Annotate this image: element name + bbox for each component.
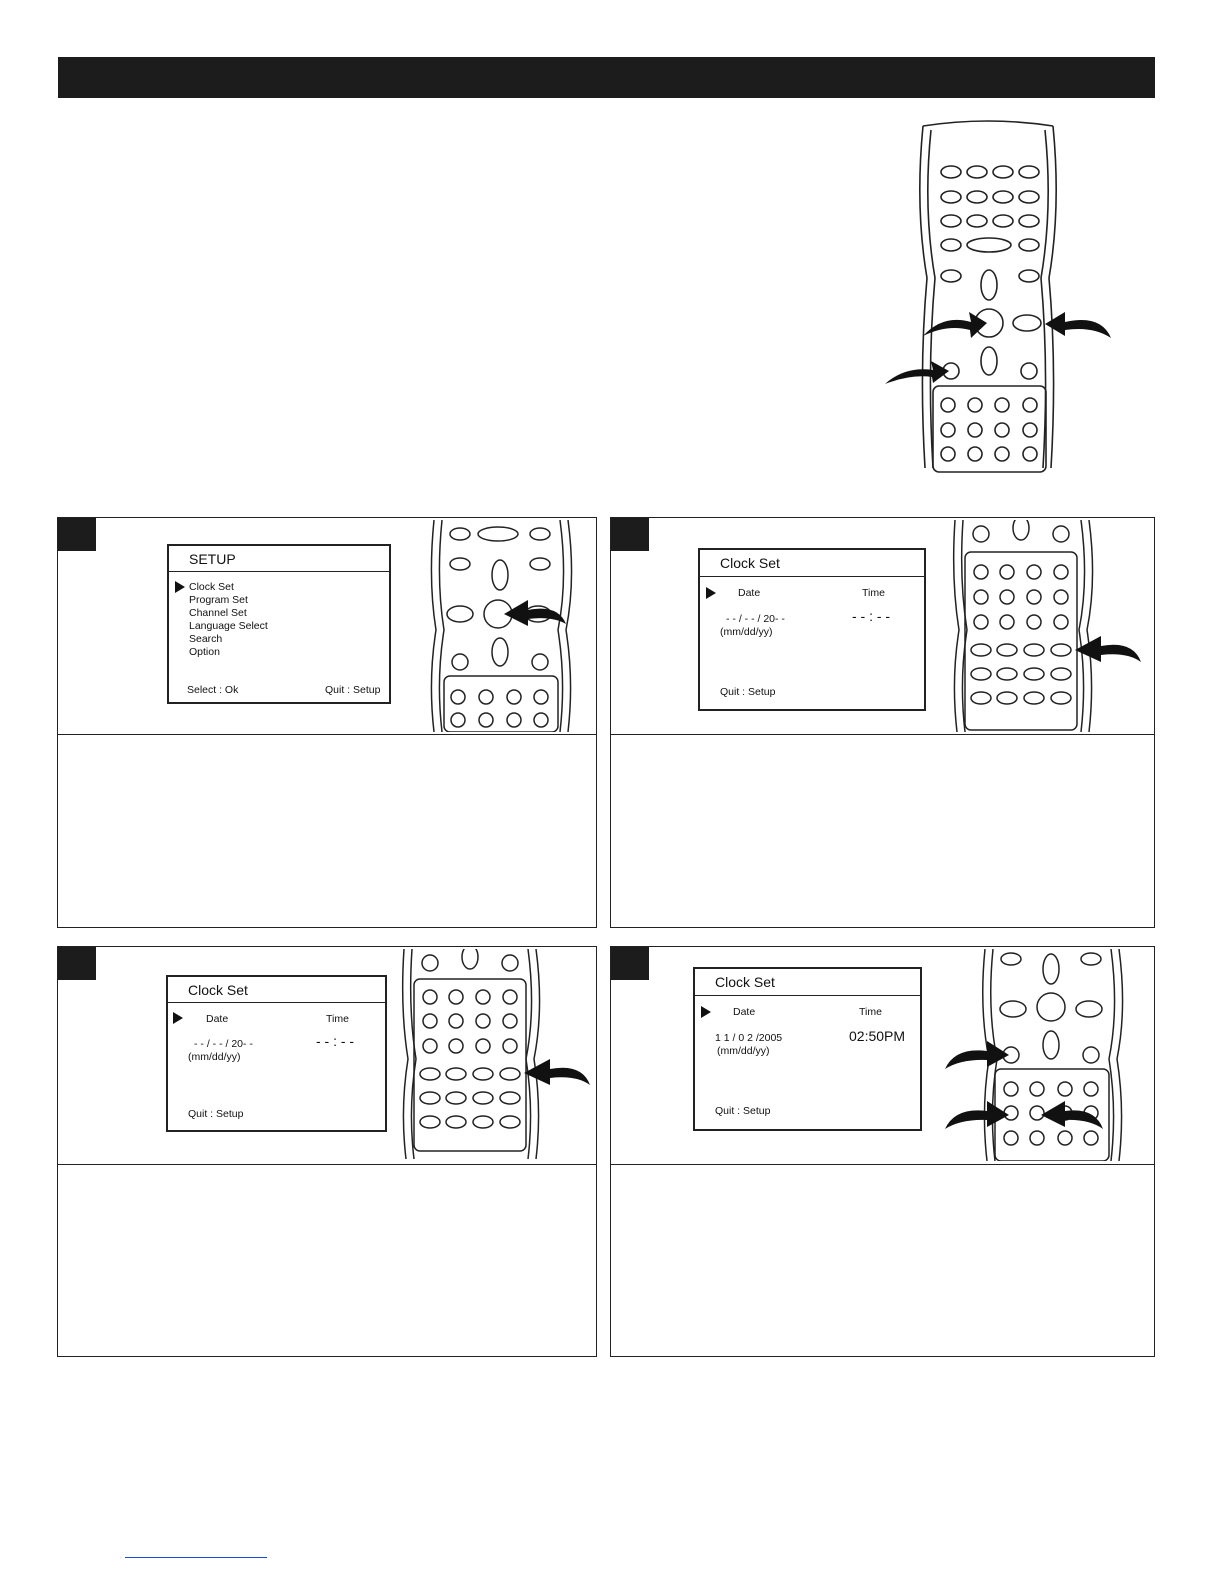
time-label: Time	[859, 1006, 882, 1018]
selector-triangle-icon	[706, 587, 716, 599]
time-value[interactable]: - - : - -	[316, 1033, 355, 1049]
time-value[interactable]: 02:50PM	[849, 1028, 906, 1044]
arrow-pointer-icon	[885, 361, 949, 384]
date-value[interactable]: - - / - - / 20- -	[194, 1038, 253, 1050]
date-format: (mm/dd/yy)	[188, 1051, 241, 1063]
arrow-pointer-icon	[945, 1101, 1009, 1129]
quit-hint: Quit : Setup	[715, 1105, 771, 1117]
time-label: Time	[862, 587, 885, 599]
time-value[interactable]: - - : - -	[852, 608, 891, 624]
remote-control-icon	[400, 949, 596, 1161]
quit-hint: Quit : Setup	[720, 686, 776, 698]
screen-title: SETUP	[189, 551, 236, 567]
arrow-pointer-icon	[1075, 636, 1141, 662]
menu-item-clock-set[interactable]: Clock Set	[189, 581, 234, 593]
date-label: Date	[733, 1006, 756, 1018]
remote-control-icon	[941, 949, 1154, 1161]
clock-set-screen	[693, 967, 922, 1131]
selector-triangle-icon	[701, 1006, 711, 1018]
selector-triangle-icon	[175, 581, 185, 593]
step-panel-4	[610, 946, 1155, 1357]
select-hint: Select : Ok	[187, 684, 239, 696]
screen-title: Clock Set	[188, 982, 248, 998]
screen-title: Clock Set	[715, 974, 775, 990]
step-number-tab	[611, 518, 649, 551]
screen-title: Clock Set	[720, 555, 780, 571]
remote-control-icon	[875, 118, 1125, 473]
step-number-tab	[58, 947, 96, 980]
step-number-tab	[611, 947, 649, 980]
date-label: Date	[738, 587, 761, 599]
step-panel-1	[57, 517, 597, 928]
date-format: (mm/dd/yy)	[720, 626, 773, 638]
remote-control-icon	[951, 520, 1154, 732]
menu-item-channel-set[interactable]: Channel Set	[189, 607, 247, 619]
date-value[interactable]: - - / - - / 20- -	[726, 613, 785, 625]
arrow-pointer-icon	[945, 1041, 1009, 1069]
menu-item-language-select[interactable]: Language Select	[189, 620, 268, 632]
arrow-pointer-icon	[1041, 1101, 1103, 1129]
menu-item-search[interactable]: Search	[189, 633, 223, 645]
date-value[interactable]: 1 1 / 0 2 /2005	[715, 1032, 783, 1044]
selector-triangle-icon	[173, 1012, 183, 1024]
step-panel-3	[57, 946, 597, 1357]
clock-set-screen	[698, 548, 926, 711]
page-header-bar	[58, 57, 1155, 98]
date-label: Date	[206, 1013, 229, 1025]
arrow-pointer-icon	[1045, 312, 1111, 338]
step-number-tab	[58, 518, 96, 551]
date-format: (mm/dd/yy)	[717, 1045, 770, 1057]
quit-hint: Quit : Setup	[188, 1108, 244, 1120]
footer-link-underline[interactable]	[125, 1557, 267, 1558]
quit-hint: Quit : Setup	[325, 684, 381, 696]
remote-control-icon	[428, 520, 596, 732]
setup-menu-screen	[167, 544, 391, 704]
menu-item-option[interactable]: Option	[189, 646, 220, 658]
clock-set-screen	[166, 975, 387, 1132]
step-panel-2	[610, 517, 1155, 928]
time-label: Time	[326, 1013, 349, 1025]
menu-item-program-set[interactable]: Program Set	[189, 594, 248, 606]
